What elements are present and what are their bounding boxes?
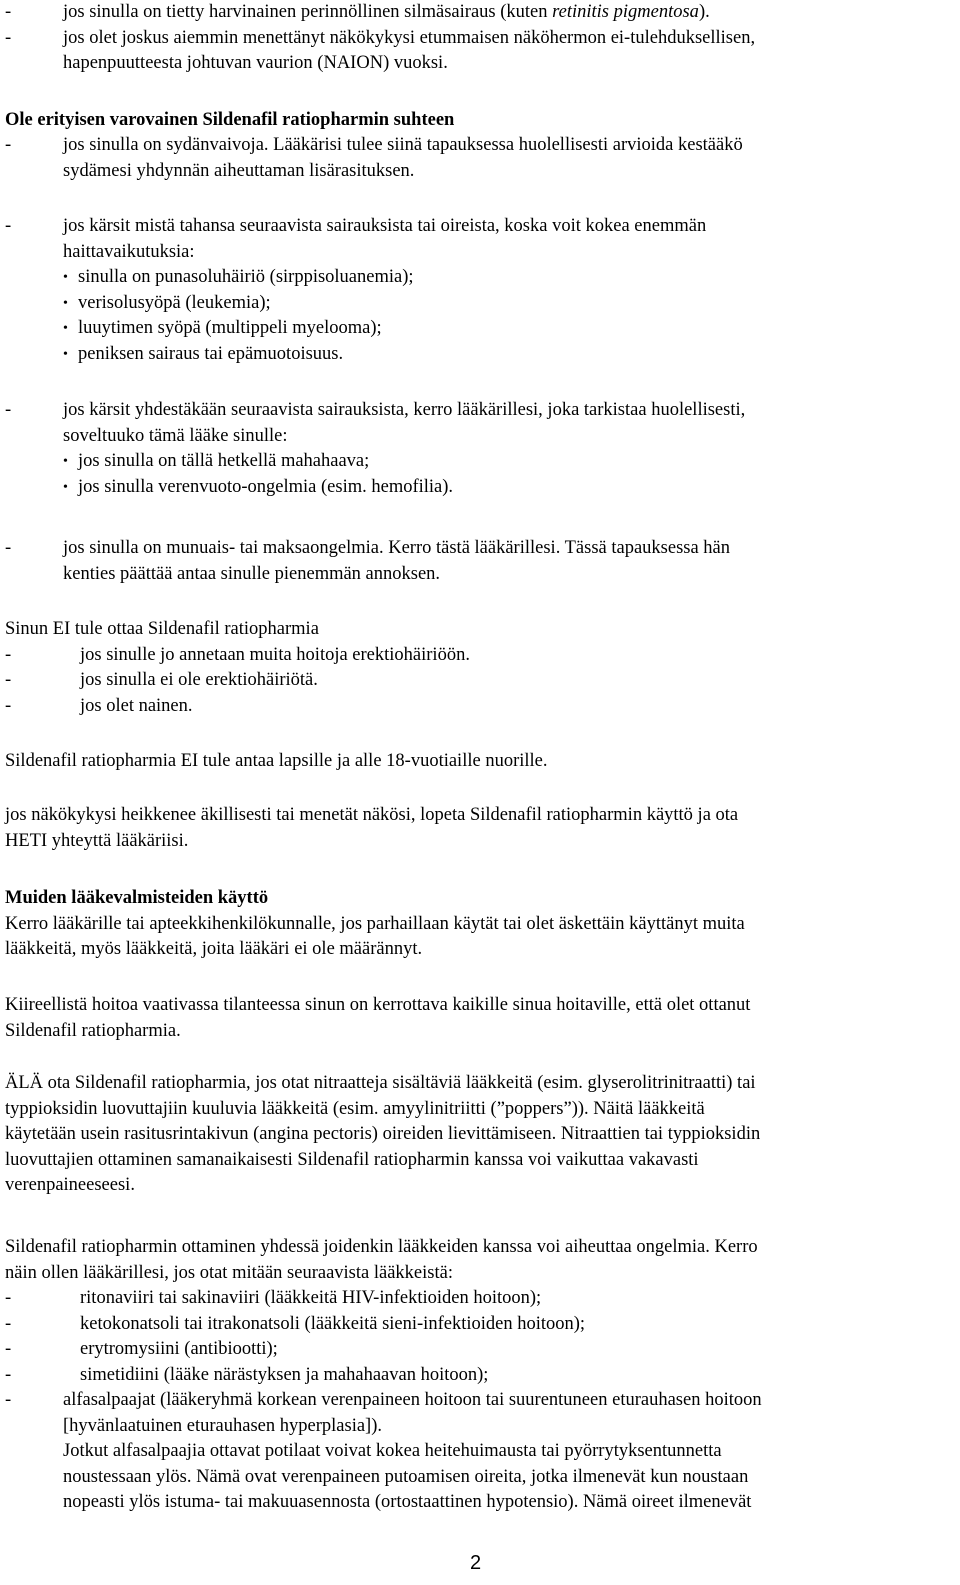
- paragraph-children: Sildenafil ratiopharmia EI tule antaa lapsille ja alle 18-vuotiaille nuorille.: [5, 751, 548, 771]
- section-heading-do-not-take: Sinun EI tule ottaa Sildenafil ratiopharmia: [5, 619, 319, 639]
- precaution-any-disease: - jos kärsit yhdestäkään seuraavista sairauksista, kerro lääkärillesi, joka tarkistaa huolellisesti, soveltuuko tämä lääke sinulle: • jos sinulla on tällä hetkellä mahahaava; • jos sinulla verenvuoto-ongelmia (esim. hemofilia).: [5, 398, 950, 500]
- list-item: - erytromysiini (antibiootti);: [5, 1339, 278, 1359]
- list-item: • jos sinulla verenvuoto-ongelmia (esim. hemofilia).: [63, 476, 454, 497]
- section-heading-precautions: Ole erityisen varovainen Sildenafil ratiopharmin suhteen: [5, 110, 455, 130]
- list-item: - ritonaviiri tai sakinaviiri (lääkkeitä HIV-infektioiden hoitoon);: [5, 1288, 542, 1308]
- list-item: • verisolusyöpä (leukemia);: [63, 292, 271, 313]
- section-do-not-take: [5, 617, 950, 719]
- list-item: - simetidiini (lääke närästyksen ja mahahaavan hoitoon);: [5, 1364, 489, 1385]
- page-number: 2: [470, 1552, 482, 1574]
- list-item: - jos sinulla on tietty harvinainen perinnöllinen silmäsairaus (kuten retinitis pigmentosa).: [5, 2, 710, 22]
- paragraph-vision-loss: jos näkökykysi heikkenee äkillisesti tai menetät näkösi, lopeta Sildenafil ratiopharmin käyttö ja ota HETI yhteyttä lääkäriisi.: [5, 805, 739, 851]
- paragraph-nitrates: ÄLÄ ota Sildenafil ratiopharmia, jos otat nitraatteja sisältäviä lääkkeitä (esim. glyserolitrinitraatti) tai typpioksidin luovuttajiin kuuluvia lääkkeitä (esim. amyylinitriitti (”poppers”)). Näitä lääkkeitä käytetään usein rasitusrintakivun (angina pectoris) oireiden lievittämiseen. Nitraattien tai typpioksidin luovuttajien ottaminen samanaikaisesti Sildenafil ratiopharmin kanssa voi vaikuttaa vakavasti verenpaineeseesi.: [5, 1073, 761, 1195]
- precaution-kidney: - jos sinulla on munuais- tai maksaongelmia. Kerro tästä lääkärillesi. Tässä tapauksessa hän kenties päättää antaa sinulle pienemmän annoksen.: [5, 538, 731, 584]
- list-item: - alfasalpaajat (lääkeryhmä korkean verenpaineen hoitoon tai suurentuneen eturauhasen hoitoon [hyvänlaatuinen eturauhasen hyperplasia]). Jotkut alfasalpaajia ottavat potilaat voivat kokea heitehuimausta tai pyörrytyksentunnetta noustessaan ylös. Nämä ovat verenpaineen putoamisen oireita, jotka ilmenevät kun noustaan nopeasti ylös istuma- tai makuuasennosta (ortostaattinen hypotensio). Nämä oireet ilmenevät: [5, 1390, 762, 1512]
- list-item: • sinulla on punasoluhäiriö (sirppisoluanemia);: [63, 267, 414, 287]
- contraindication-list-continued: [5, 0, 950, 77]
- list-item: - jos sinulla ei ole erektiohäiriötä.: [5, 670, 318, 690]
- list-item: - ketokonatsoli tai itrakonatsoli (lääkkeitä sieni-infektioiden hoitoon);: [5, 1313, 586, 1334]
- precaution-heart: - jos sinulla on sydänvaivoja. Lääkärisi tulee siinä tapauksessa huolellisesti arvioida kestääkö sydämesi yhdynnän aiheuttaman lisärasituksen.: [5, 135, 743, 181]
- section-heading-other-medicines: Muiden lääkevalmisteiden käyttö: [5, 888, 269, 908]
- paragraph-interactions: Sildenafil ratiopharmin ottaminen yhdessä joidenkin lääkkeiden kanssa voi aiheuttaa ongelmia. Kerro näin ollen lääkärillesi, jos otat mitään seuraavista lääkkeistä: - ritonaviiri tai sakinaviiri (lääkkeitä HIV-infektioiden hoitoon); - ketokonatsoli tai itrakonatsoli (lääkkeitä sieni-infektioiden hoitoon); - erytromysiini (antibiootti); - simetidiini (lääke närästyksen ja mahahaavan hoitoon); - alfasalpaajat (lääkeryhmä korkean verenpaineen hoitoon tai suurentuneen eturauhasen hoitoon [hyvänlaatuinen eturauhasen hyperplasia]). Jotkut alfasalpaajia ottavat potilaat voivat kokea heitehuimausta tai pyörrytyksentunnetta noustessaan ylös. Nämä ovat verenpaineen putoamisen oireita, jotka ilmenevät kun noustaan nopeasti ylös istuma- tai makuuasennosta (ortostaattinen hypotensio). Nämä oireet ilmenevät: [5, 1235, 950, 1516]
- list-item: - jos olet nainen.: [5, 695, 193, 716]
- precaution-diseases: - jos kärsit mistä tahansa seuraavista sairauksista tai oireista, koska voit kokea enemmän haittavaikutuksia: • sinulla on punasoluhäiriö (sirppisoluanemia); • verisolusyöpä (leukemia); • luuytimen syöpä (multippeli myelooma); • peniksen sairaus tai epämuotoisuus.: [5, 214, 950, 367]
- list-item: - jos sinulle jo annetaan muita hoitoja erektiohäiriöön.: [5, 644, 470, 665]
- list-item: • jos sinulla on tällä hetkellä mahahaava;: [63, 451, 370, 471]
- section-other-medicines: Muiden lääkevalmisteiden käyttö Kerro lääkärille tai apteekkihenkilökunnalle, jos parhaillaan käytät tai olet äskettäin käyttänyt muita lääkkeitä, myös lääkkeitä, joita lääkäri ei ole määrännyt.: [5, 886, 950, 963]
- list-item: • peniksen sairaus tai epämuotoisuus.: [63, 343, 344, 364]
- list-item: • luuytimen syöpä (multippeli myelooma);: [63, 318, 382, 338]
- paragraph-urgent-care: Kiireellistä hoitoa vaativassa tilanteessa sinun on kerrottava kaikille sinua hoitaville, että olet ottanut Sildenafil ratiopharmia.: [5, 995, 751, 1041]
- list-item: - jos olet joskus aiemmin menettänyt näkökykysi etummaisen näköhermon ei-tulehduksellisen, hapenpuutteesta johtuvan vaurion (NAION) vuoksi.: [5, 27, 756, 73]
